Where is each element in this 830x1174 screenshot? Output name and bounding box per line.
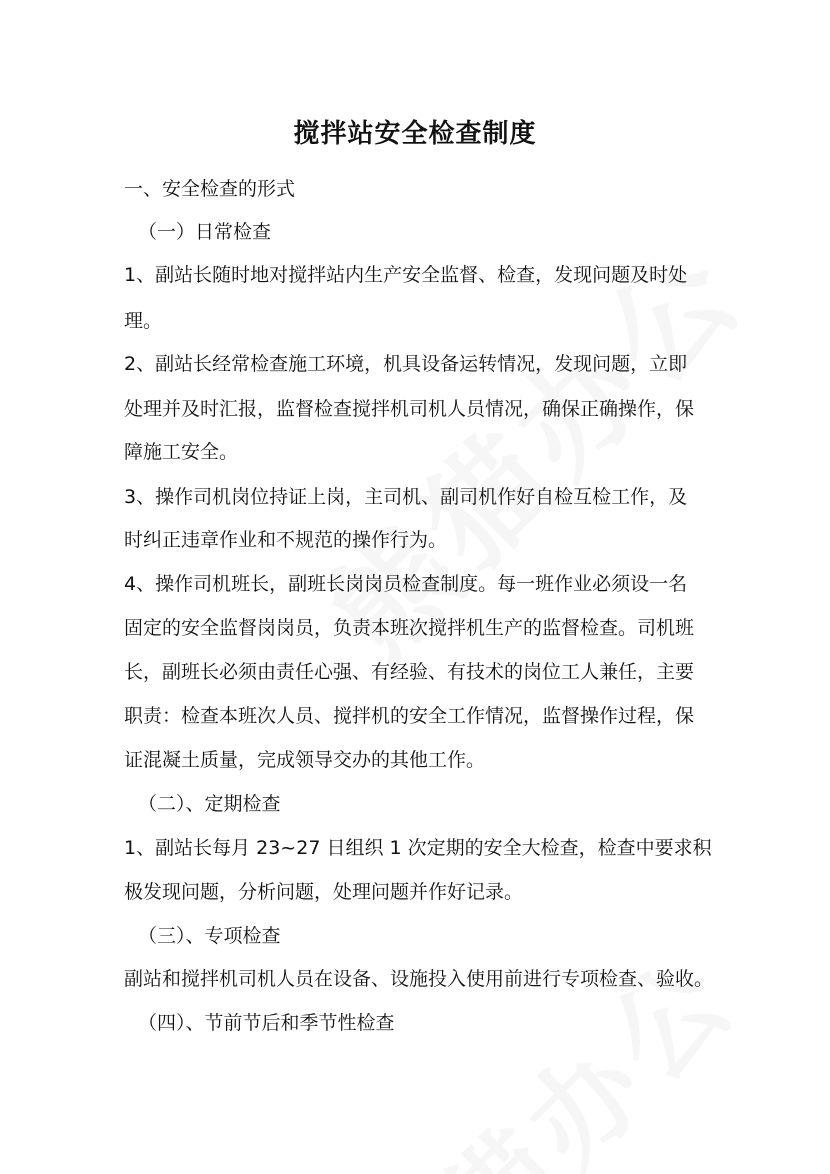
subsection-heading-periodic: （二）、定期检查	[138, 793, 281, 815]
paragraph-line: 时纠正违章作业和不规范的操作行为。	[124, 529, 448, 551]
document-title: 搅拌站安全检查制度	[293, 119, 537, 149]
paragraph-line: 4、操作司机班长，副班长岗岗员检查制度。每一班作业必须设一名	[124, 573, 688, 595]
paragraph-line: 2、副站长经常检查施工环境，机具设备运转情况，发现问题，立即	[124, 353, 688, 375]
paragraph-line: 1、副站长每月 23~27 日组织 1 次定期的安全大检查，检查中要求积	[124, 837, 712, 859]
subsection-heading-daily: （一）日常检查	[138, 221, 272, 243]
subsection-heading-special: （三）、专项检查	[138, 925, 281, 947]
paragraph-line: 证混凝土质量，完成领导交办的其他工作。	[124, 749, 486, 771]
paragraph-line: 障施工安全。	[124, 441, 239, 463]
subsection-heading-seasonal: （四）、节前节后和季节性检查	[138, 1012, 395, 1034]
paragraph-line: 1、副站长随时地对搅拌站内生产安全监督、检查，发现问题及时处	[124, 264, 688, 286]
watermark	[314, 913, 765, 1174]
paragraph-line: 3、操作司机岗位持证上岗，主司机、副司机作好自检互检工作，及	[124, 486, 688, 508]
section-heading-forms: 一、安全检查的形式	[124, 178, 296, 200]
paragraph-line: 处理并及时汇报，监督检查搅拌机司机人员情况，确保正确操作，保	[124, 398, 695, 420]
paragraph-line: 理。	[124, 310, 163, 332]
paragraph-line: 副站和搅拌机司机人员在设备、设施投入使用前进行专项检查、验收。	[124, 968, 714, 990]
paragraph-line: 极发现问题，分析问题，处理问题并作好记录。	[124, 881, 524, 903]
paragraph-line: 固定的安全监督岗岗员，负责本班次搅拌机生产的监督检查。司机班	[124, 617, 695, 639]
paragraph-line: 职责：检查本班次人员、搅拌机的安全工作情况，监督操作过程，保	[124, 705, 695, 727]
paragraph-line: 长，副班长必须由责任心强、有经验、有技术的岗位工人兼任，主要	[124, 661, 695, 683]
